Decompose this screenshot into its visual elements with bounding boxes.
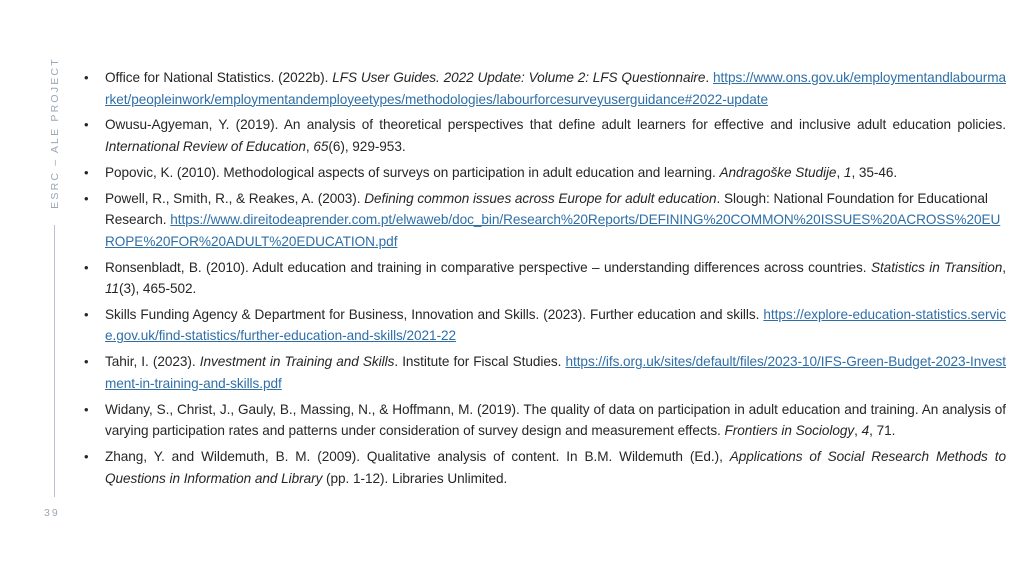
reference-item [84, 446, 1006, 489]
reference-text: , [854, 423, 862, 439]
reference-text: (3), 465-502. [119, 281, 197, 297]
reference-item [84, 351, 1006, 394]
project-label [48, 57, 62, 209]
reference-link[interactable]: https://www.direitodeaprender.com.pt/elwaweb/doc_bin/Research%20Reports/DEFINING%20COMMON%20ISSUES%20ACROSS%20EUROPE%20FOR%20ADULT%20EDUCATION.pdf [105, 212, 1001, 249]
bullet-icon: • [84, 449, 89, 464]
reference-journal: Frontiers in Sociology [724, 423, 855, 439]
reference-text: Powell, R., Smith, R., & Reakes, A. (2003). [105, 190, 365, 206]
reference-text: , 35-46. [851, 164, 898, 180]
reference-text: Zhang, Y. and Wildemuth, B. M. (2009). Qualitative analysis of content. In B.M. Wildemuth (Ed.), [105, 449, 730, 464]
reference-volume: 11 [105, 281, 120, 297]
reference-list [84, 67, 1006, 493]
reference-text: Popovic, K. (2010). Methodological aspects of surveys on participation in adult education and learning. [105, 164, 720, 180]
bullet-icon: • [84, 164, 89, 180]
reference-text: . Slough: National Foundation for Educational Research. [105, 190, 988, 228]
reference-journal: Statistics in Transition [870, 259, 1003, 275]
reference-text: , [836, 164, 844, 180]
reference-text: . Institute for Fiscal Studies. [394, 354, 566, 370]
reference-text: (pp. 1-12). Libraries Unlimited. [322, 470, 508, 486]
page-number: 39 [44, 507, 60, 519]
reference-volume: 65 [313, 138, 329, 154]
bullet-icon: • [84, 117, 89, 133]
reference-text: , [305, 138, 314, 154]
reference-link[interactable]: https://ifs.org.uk/sites/default/files/2023-10/IFS-Green-Budget-2023-Investment-in-training-and-skills.pdf [105, 354, 1007, 391]
reference-item [84, 188, 1006, 253]
reference-text: , 71. [869, 423, 896, 439]
reference-title: Applications of Social Research Methods to Questions in Information and Library [105, 449, 1006, 486]
sidebar-divider [54, 225, 55, 497]
reference-journal: International Review of Education [105, 138, 306, 154]
project-label-text: ESRC – ALE PROJECT [49, 57, 62, 209]
reference-text: Widany, S., Christ, J., Gauly, B., Massing, N., & Hoffmann, M. (2019). The quality of data on participation in adult education and training. An analysis of varying participation rates and patterns under consideration of survey design and measurement effects. [105, 401, 1006, 439]
reference-journal: Andragoške Studije [719, 164, 837, 180]
reference-volume: 1 [843, 164, 852, 180]
reference-link[interactable]: https://www.ons.gov.uk/employmentandlabourmarket/peopleinwork/employmentandemployeetypes/methodologies/labourforcesurveyuserguidance#2022-update [105, 70, 1006, 107]
reference-item [84, 162, 1006, 184]
reference-text: . [705, 70, 713, 85]
reference-item [84, 257, 1006, 300]
bullet-icon: • [84, 354, 89, 370]
reference-text: Skills Funding Agency & Department for Business, Innovation and Skills. (2023). Further education and skills. [105, 306, 764, 322]
reference-link[interactable]: https://explore-education-statistics.service.gov.uk/find-statistics/further-education-and-skills/2021-22 [105, 306, 1006, 344]
reference-text: Owusu-Agyeman, Y. (2019). An analysis of theoretical perspectives that define adult learners for effective and inclusive adult education policies. [105, 117, 1006, 133]
bullet-icon: • [84, 259, 89, 275]
reference-volume: 4 [861, 423, 870, 439]
reference-item [84, 304, 1006, 347]
reference-text: Tahir, I. (2023). [105, 354, 200, 370]
reference-title: Investment in Training and Skills [199, 354, 395, 370]
reference-item [84, 399, 1006, 442]
bullet-icon: • [84, 401, 89, 417]
reference-item [84, 114, 1006, 157]
bullet-icon: • [84, 70, 89, 85]
reference-text: , [1002, 259, 1007, 275]
bullet-icon: • [84, 190, 89, 206]
reference-text: Office for National Statistics. (2022b). [105, 70, 333, 85]
bullet-icon: • [84, 306, 89, 322]
reference-title: LFS User Guides. 2022 Update: Volume 2: LFS Questionnaire [332, 70, 706, 85]
reference-title: Defining common issues across Europe for adult education [364, 190, 717, 206]
reference-item [84, 67, 1006, 110]
reference-text: Ronsenbladt, B. (2010). Adult education and training in comparative perspective – understanding differences across countries. [105, 259, 871, 275]
reference-text: (6), 929-953. [328, 138, 406, 154]
